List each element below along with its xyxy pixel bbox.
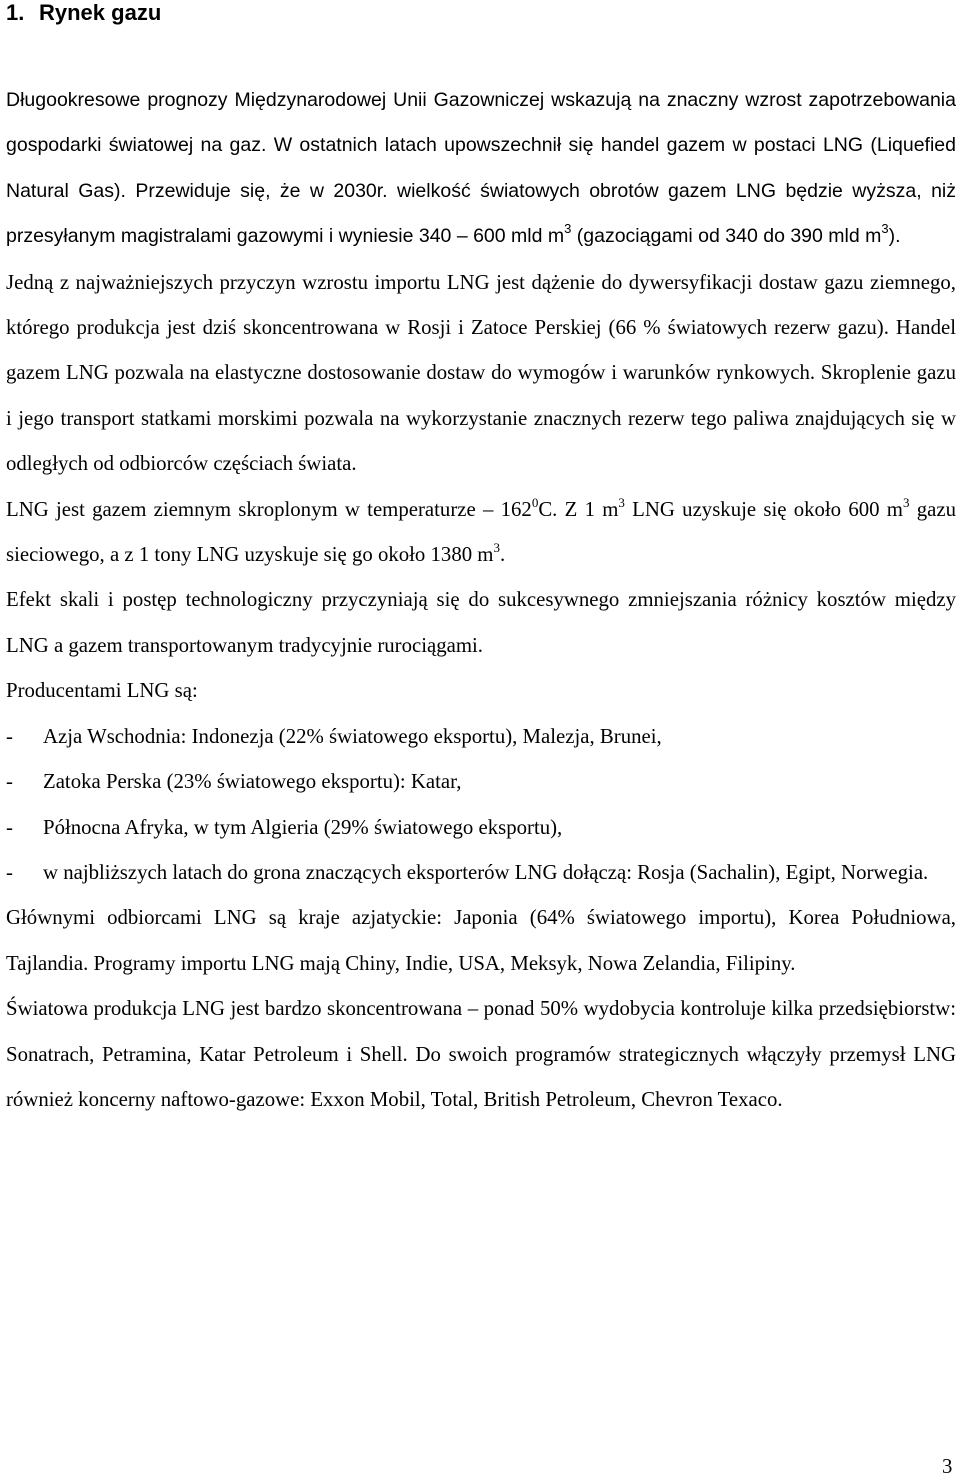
page-number: 3 bbox=[942, 1455, 953, 1478]
paragraph-world-production: Światowa produkcja LNG jest bardzo skoncentrowana – ponad 50% wydobycia kontroluje kilka przedsiębiorstw: Sonatrach, Petramina, Katar Petroleum i Shell. Do swoich programów strategicznych włączyły przemysł LNG również koncerny naftowo-gazowe: Exxon Mobil, Total, British Petroleum, Chevron Texaco. bbox=[6, 997, 956, 1111]
section-title: Rynek gazu bbox=[39, 0, 162, 25]
paragraph-text: LNG uzyskuje się około 600 m bbox=[624, 497, 903, 521]
superscript: 3 bbox=[493, 540, 500, 556]
superscript: 3 bbox=[881, 221, 889, 237]
list-item bbox=[6, 850, 956, 895]
list-dash: - bbox=[6, 770, 13, 794]
paragraph-importers: Głównymi odbiorcami LNG są kraje azjatyckie: Japonia (64% światowego importu), Korea Południowa, Tajlandia. Programy importu LNG mają Chiny, Indie, USA, Meksyk, Nowa Zelandia, Filipiny. bbox=[6, 906, 956, 975]
paragraph-lng-definition bbox=[6, 487, 956, 578]
paragraph-scale-effect: Efekt skali i postęp technologiczny przyczyniają się do sukcesywnego zmniejszania różnicy kosztów między LNG a gazem transportowanym tradycyjnie rurociągami. bbox=[6, 588, 956, 657]
list-item bbox=[6, 759, 956, 804]
superscript: 3 bbox=[902, 494, 910, 510]
producers-intro: Producentami LNG są: bbox=[6, 679, 198, 703]
paragraph-text: gazu sieciowego, a z 1 tony LNG uzyskuje się go około 1380 m bbox=[6, 497, 956, 567]
superscript: 3 bbox=[618, 494, 625, 510]
list-item-text: Północna Afryka, w tym Algieria (29% światowego eksportu), bbox=[43, 815, 563, 839]
list-item-text: Zatoka Perska (23% światowego eksportu): Katar, bbox=[43, 770, 462, 794]
paragraph-text: . bbox=[500, 543, 506, 567]
paragraph-text: Długookresowe prognozy Międzynarodowej Unii Gazowniczej wskazują na znaczny wzrost zapotrzebowania gospodarki światowej na gaz. W ostatnich latach upowszechnił się handel gazem w postaci LNG (Liquefied Natural Gas). Przewiduje się, że w 2030r. wielkość światowych obrotów gazem LNG będzie wyższa, niż przesyłanym magistralami gazowymi i wyniesie 340 – 600 mld m bbox=[6, 89, 956, 248]
paragraph-forecast bbox=[6, 78, 956, 260]
section-number: 1. bbox=[6, 0, 25, 25]
section-heading bbox=[6, 0, 161, 26]
paragraph-text: LNG jest gazem ziemnym skroplonym w temperaturze – 162 bbox=[6, 497, 532, 521]
paragraph-diversification: Jedną z najważniejszych przyczyn wzrostu importu LNG jest dążenie do dywersyfikacji dostaw gazu ziemnego, którego produkcja jest dziś skoncentrowana w Rosji i Zatoce Perskiej (66 % światowych rezerw gazu). Handel gazem LNG pozwala na elastyczne dostosowanie dostaw do wymogów i warunków rynkowych. Skroplenie gazu i jego transport statkami morskimi pozwala na wykorzystanie znacznych rezerw tego paliwa znajdujących się w odległych od odbiorców częściach świata. bbox=[6, 270, 956, 476]
list-item-text: Azja Wschodnia: Indonezja (22% światowego eksportu), Malezja, Brunei, bbox=[43, 724, 662, 748]
list-item bbox=[6, 714, 956, 759]
document-body bbox=[6, 78, 956, 1122]
list-dash: - bbox=[6, 815, 13, 839]
list-dash: - bbox=[6, 860, 13, 884]
superscript: 3 bbox=[564, 221, 572, 237]
list-dash: - bbox=[6, 724, 13, 748]
superscript: 0 bbox=[531, 494, 539, 510]
list-item-text: w najbliższych latach do grona znaczących eksporterów LNG dołączą: Rosja (Sachalin), Egipt, Norwegia. bbox=[43, 860, 929, 884]
paragraph-text: ). bbox=[888, 225, 901, 248]
list-item bbox=[6, 805, 956, 850]
paragraph-text: C. Z 1 m bbox=[538, 497, 619, 521]
producers-list bbox=[6, 714, 956, 896]
paragraph-text: (gazociągami od 340 do 390 mld m bbox=[571, 225, 882, 248]
